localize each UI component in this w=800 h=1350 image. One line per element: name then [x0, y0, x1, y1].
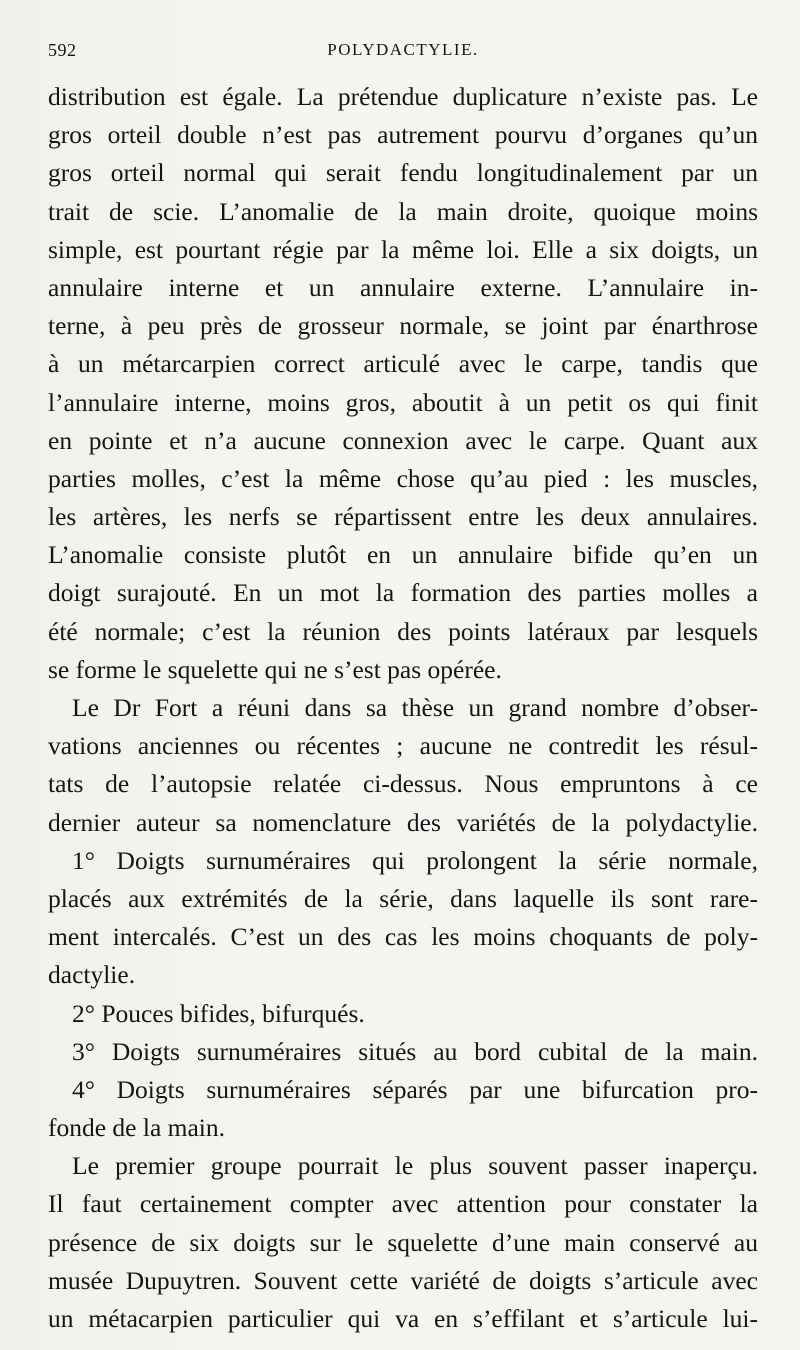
- text-line: les artères, les nerfs se répartissent entre les deux annulaires.: [48, 502, 758, 532]
- text-line: vations anciennes ou récentes ; aucune ne contredit les résul-: [48, 731, 758, 761]
- text-line: 3° Doigts surnuméraires situés au bord cubital de la main.: [72, 1036, 758, 1066]
- text-line: dernier auteur sa nomenclature des variétés de la polydactylie.: [48, 807, 758, 837]
- text-line: doigt surajouté. En un mot la formation des parties molles a: [48, 578, 758, 608]
- text-line: distribution est égale. La prétendue duplicature n’existe pas. Le: [48, 82, 758, 111]
- text-line: simple, est pourtant régie par la même loi. Elle a six doigts, un: [48, 234, 758, 264]
- text-line: se forme le squelette qui ne s’est pas opérée.: [48, 654, 502, 684]
- text-line: trait de scie. L’anomalie de la main droite, quoique moins: [48, 196, 758, 226]
- page-number: 592: [48, 40, 77, 60]
- text-line: gros orteil double n’est pas autrement pourvu d’organes qu’un: [48, 120, 758, 150]
- text-line: Le premier groupe pourrait le plus souvent passer inaperçu.: [72, 1151, 758, 1181]
- running-title: POLYDACTYLIE.: [327, 40, 479, 59]
- text-line: L’anomalie consiste plutôt en un annulaire bifide qu’en un: [48, 540, 758, 570]
- text-line: tats de l’autopsie relatée ci-dessus. Nous empruntons à ce: [48, 769, 758, 799]
- text-line: 1° Doigts surnuméraires qui prolongent la série normale,: [72, 845, 758, 875]
- text-line: l’annulaire interne, moins gros, aboutit à un petit os qui finit: [48, 387, 758, 417]
- text-line: dactylie.: [48, 960, 136, 990]
- text-line: gros orteil normal qui serait fendu longitudinalement par un: [48, 158, 758, 188]
- text-line: fonde de la main.: [48, 1113, 226, 1143]
- body-text: [48, 78, 758, 1338]
- text-line: en pointe et n’a aucune connexion avec le carpe. Quant aux: [48, 425, 758, 455]
- text-line: 4° Doigts surnuméraires séparés par une bifurcation pro-: [72, 1074, 758, 1104]
- text-line: 2° Pouces bifides, bifurqués.: [72, 998, 365, 1028]
- text-line: un métacarpien particulier qui va en s’effilant et s’articule lui-: [48, 1304, 758, 1333]
- text-line: placés aux extrémités de la série, dans laquelle ils sont rare-: [48, 883, 758, 913]
- text-line: parties molles, c’est la même chose qu’au pied : les muscles,: [48, 463, 758, 493]
- text-line: présence de six doigts sur le squelette d’une main conservé au: [48, 1227, 758, 1257]
- text-line: Le Dr Fort a réuni dans sa thèse un grand nombre d’obser-: [72, 693, 758, 722]
- text-line: été normale; c’est la réunion des points latéraux par lesquels: [48, 616, 758, 646]
- running-head: [48, 40, 758, 66]
- text-line: ment intercalés. C’est un des cas les moins choquants de poly-: [48, 922, 758, 952]
- text-line: Il faut certainement compter avec attention pour constater la: [48, 1189, 758, 1219]
- text-line: terne, à peu près de grosseur normale, se joint par énarthrose: [48, 311, 758, 341]
- text-line: annulaire interne et un annulaire externe. L’annulaire in-: [48, 272, 758, 302]
- text-line: musée Dupuytren. Souvent cette variété de doigts s’articule avec: [48, 1265, 758, 1295]
- text-line: à un métarcarpien correct articulé avec le carpe, tandis que: [48, 349, 758, 379]
